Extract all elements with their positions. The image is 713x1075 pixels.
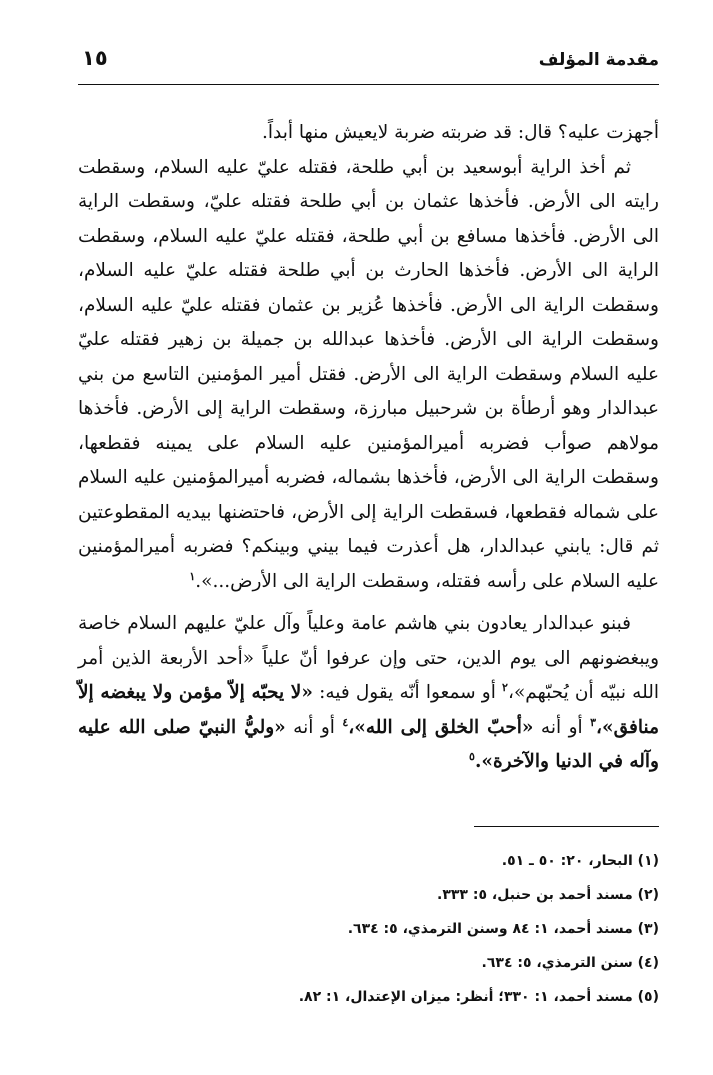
paragraph-2 — [78, 151, 659, 600]
paragraph-3-text-4: أو أنه — [285, 716, 343, 738]
paragraph-1 — [78, 116, 659, 151]
main-text — [78, 116, 659, 780]
footnote-3: (٣) مسند أحمد، ١: ٨٤ وسنن الترمذي، ٥: ٦٣٤. — [347, 921, 659, 937]
paragraph-1-text: أجهزت عليه؟ قال: قد ضربته ضربة لايعيش منها أبداً. — [262, 122, 659, 143]
paragraph-3-text-1: فبنو عبدالدار يعادون بني هاشم عامة وعلياً وآل عليّ عليهم السلام خاصة ويبغضونهم الى يوم الدين، حتى وإن عرفوا أنّ علياً «أحد الأربعة الذين أمر الله نبيّه أن يُحبّهم»، — [78, 613, 660, 703]
footnotes — [78, 844, 659, 1014]
quote-1: «لا يحبّه إلاّ مؤمن ولا يبغضه إلاّ منافق»، — [78, 682, 659, 738]
paragraph-2-text: ثم أخذ الراية أبوسعيد بن أبي طلحة، فقتله عليّ عليه السلام، وسقطت رايته الى الأرض. فأخذها عثمان بن أبي طلحة فقتله عليّ، وسقطت الراية الى الأرض. فأخذها مسافع بن أبي طلحة، فقتله عليّ عليه السلام، وسقطت الراية الى الأرض. فأخذها الحارث بن أبي طلحة فقتله عليّ عليه السلام، وسقطت الراية الى الأرض. فأخذها عُزير بن عثمان فقتله عليّ عليه السلام، وسقطت الراية الى الأرض. فأخذها عبدالله بن جميلة بن زهير فقتله عليّ عليه السلام وسقطت الراية الى الأرض. فقتل أمير المؤمنين التاسع من بني عبدالدار وهو أرطأة بن شرحبيل مبارزة، وسقطت الراية إلى الأرض. فأخذها مولاهم صوأب فضربه أميرالمؤمنين عليه السلام على يمينه فقطعها، وسقطت الراية الى الأرض، فأخذها بشماله، فضربه أميرالمؤمنين عليه السلام على شماله فقطعها، فسقطت الراية إلى الأرض، فاحتضنها بيديه المقطوعتين ثم قال: يابني عبدالدار، هل أعذرت فيما بيني وبينكم؟ فضربه أميرالمؤمنين عليه السلام على رأسه فقتله، وسقطت الراية الى الأرض...». — [78, 156, 659, 592]
quote-3: «وليُّ النبيّ صلى الله عليه وآله في الدنيا والآخرة». — [78, 716, 659, 772]
paragraph-3-text-2: أو سمعوا أنّه يقول فيه: — [312, 682, 503, 703]
footnote-2: (٢) مسند أحمد بن حنبل، ٥: ٣٣٣. — [437, 887, 659, 903]
footnote-4: (٤) سنن الترمذي، ٥: ٦٣٤. — [481, 955, 659, 971]
footnote-1: (١) البحار، ٢٠: ٥٠ ـ ٥١. — [501, 853, 659, 869]
running-head: مقدمة المؤلف — [538, 50, 659, 70]
paragraph-3 — [78, 607, 659, 780]
footnote-5: (٥) مسند أحمد، ١: ٣٣٠؛ أنظر: ميزان الإعتدال، ١: ٨٢. — [298, 989, 659, 1005]
footnote-ref-1: ١ — [189, 569, 196, 583]
footnote-ref-3: ٣ — [590, 715, 597, 729]
page-number: ١٥ — [82, 46, 108, 70]
footnote-ref-5: ٥ — [469, 749, 475, 763]
footnote-ref-4: ٤ — [342, 715, 349, 729]
footnote-separator — [474, 826, 659, 827]
paragraph-3-text-3: أو أنه — [533, 716, 591, 738]
page-header — [78, 44, 659, 85]
footnote-ref-2: ٢ — [502, 680, 508, 694]
quote-2: «أحبّ الخلق إلى الله»، — [348, 716, 534, 738]
